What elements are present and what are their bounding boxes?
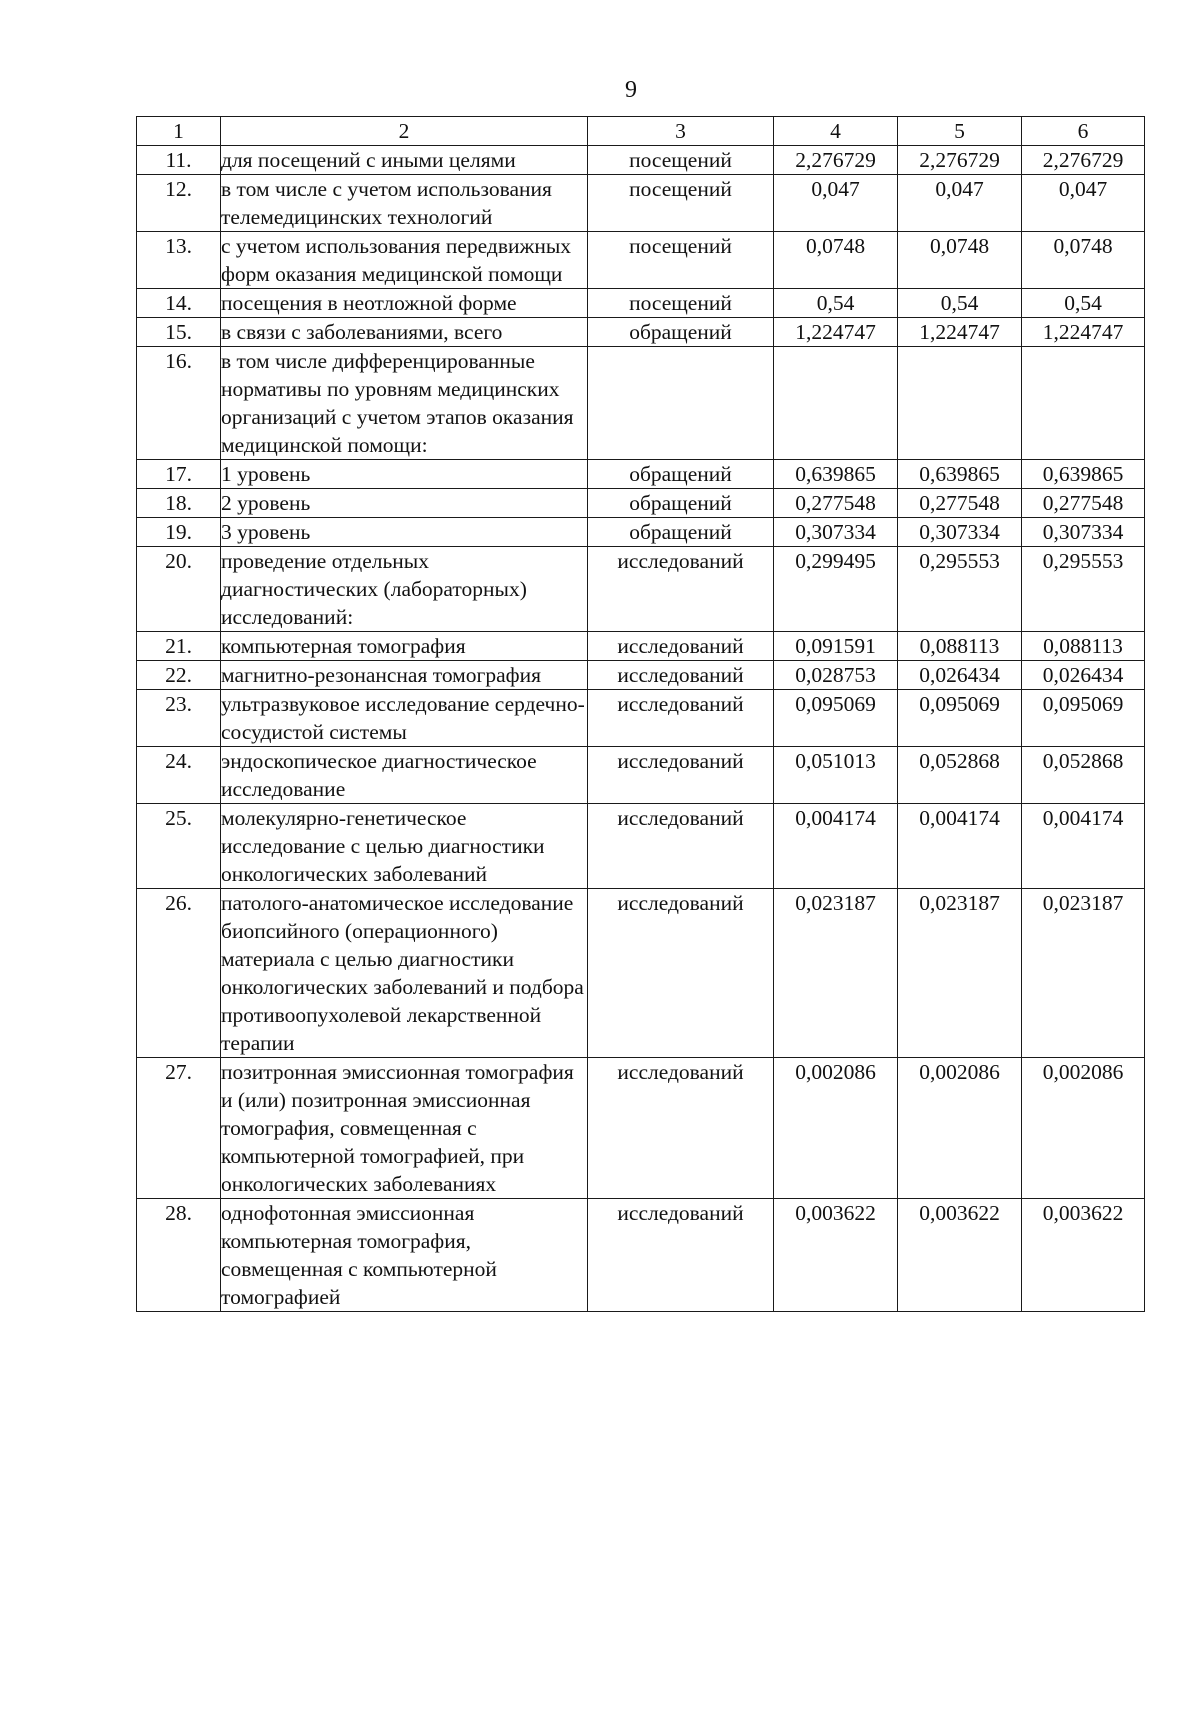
row-value-col5: 0,004174 [898,804,1022,889]
row-value-col4: 0,277548 [774,489,898,518]
row-label: посещения в неотложной форме [221,289,588,318]
column-header-6: 6 [1022,117,1145,146]
row-value-col6: 0,004174 [1022,804,1145,889]
row-unit: обращений [588,489,774,518]
row-value-col4: 0,023187 [774,889,898,1058]
row-value-col5: 0,052868 [898,747,1022,804]
row-value-col6: 0,002086 [1022,1058,1145,1199]
row-value-col6: 0,307334 [1022,518,1145,547]
row-unit: исследований [588,1058,774,1199]
row-unit: исследований [588,632,774,661]
row-value-col6: 0,023187 [1022,889,1145,1058]
row-value-col5: 1,224747 [898,318,1022,347]
row-label: магнитно-резонансная томография [221,661,588,690]
row-value-col5: 0,307334 [898,518,1022,547]
row-unit: исследований [588,1199,774,1312]
row-value-col5: 0,54 [898,289,1022,318]
row-unit: обращений [588,318,774,347]
row-value-col4: 0,002086 [774,1058,898,1199]
table-row [137,747,1145,804]
column-header-2: 2 [221,117,588,146]
row-value-col4: 0,095069 [774,690,898,747]
row-number: 12. [137,175,221,232]
row-value-col6: 0,54 [1022,289,1145,318]
row-value-col4: 0,091591 [774,632,898,661]
table-row [137,1058,1145,1199]
row-value-col4: 0,004174 [774,804,898,889]
row-value-col4: 1,224747 [774,318,898,347]
table-row [137,146,1145,175]
column-header-4: 4 [774,117,898,146]
row-value-col5: 0,088113 [898,632,1022,661]
row-value-col6: 0,047 [1022,175,1145,232]
row-unit: исследований [588,547,774,632]
row-value-col5: 0,047 [898,175,1022,232]
row-value-col6: 0,052868 [1022,747,1145,804]
row-value-col4 [774,347,898,460]
row-number: 17. [137,460,221,489]
row-value-col4: 0,0748 [774,232,898,289]
row-value-col5: 0,026434 [898,661,1022,690]
row-number: 14. [137,289,221,318]
row-label: с учетом использования передвижных форм оказания медицинской помощи [221,232,588,289]
row-value-col4: 0,051013 [774,747,898,804]
table-row [137,347,1145,460]
row-label: в связи с заболеваниями, всего [221,318,588,347]
table-row [137,690,1145,747]
row-label: патолого-анатомическое исследование биопсийного (операционного) материала с целью диагностики онкологических заболеваний и подбора противоопухолевой лекарственной терапии [221,889,588,1058]
row-value-col6: 0,639865 [1022,460,1145,489]
row-label: 2 уровень [221,489,588,518]
row-number: 19. [137,518,221,547]
row-unit: обращений [588,460,774,489]
row-number: 21. [137,632,221,661]
row-unit: обращений [588,518,774,547]
row-value-col5: 0,277548 [898,489,1022,518]
row-unit: посещений [588,146,774,175]
row-number: 13. [137,232,221,289]
row-number: 25. [137,804,221,889]
page-number: 9 [625,77,637,103]
row-number: 23. [137,690,221,747]
row-unit: исследований [588,661,774,690]
row-value-col5 [898,347,1022,460]
table-row [137,804,1145,889]
table-row [137,175,1145,232]
table-row [137,289,1145,318]
table-row [137,460,1145,489]
row-unit: посещений [588,232,774,289]
row-label: 3 уровень [221,518,588,547]
row-value-col6: 0,088113 [1022,632,1145,661]
row-unit: посещений [588,175,774,232]
norms-table [136,116,1145,1312]
row-value-col4: 0,047 [774,175,898,232]
row-value-col6: 2,276729 [1022,146,1145,175]
row-unit: исследований [588,747,774,804]
row-number: 27. [137,1058,221,1199]
row-value-col6: 0,026434 [1022,661,1145,690]
row-value-col5: 0,095069 [898,690,1022,747]
table-row [137,889,1145,1058]
row-value-col6: 0,003622 [1022,1199,1145,1312]
row-unit: исследований [588,804,774,889]
row-label: для посещений с иными целями [221,146,588,175]
row-value-col4: 0,639865 [774,460,898,489]
row-value-col5: 0,002086 [898,1058,1022,1199]
column-header-5: 5 [898,117,1022,146]
row-value-col4: 2,276729 [774,146,898,175]
row-number: 18. [137,489,221,518]
row-value-col6: 1,224747 [1022,318,1145,347]
row-number: 16. [137,347,221,460]
table-row [137,1199,1145,1312]
row-label: однофотонная эмиссионная компьютерная томография, совмещенная с компьютерной томографией [221,1199,588,1312]
row-number: 22. [137,661,221,690]
row-label: проведение отдельных диагностических (лабораторных) исследований: [221,547,588,632]
row-value-col6: 0,277548 [1022,489,1145,518]
row-label: позитронная эмиссионная томография и (или) позитронная эмиссионная томография, совмещенная с компьютерной томографией, при онкологических заболеваниях [221,1058,588,1199]
column-header-1: 1 [137,117,221,146]
table-row [137,489,1145,518]
table-row [137,547,1145,632]
row-value-col4: 0,003622 [774,1199,898,1312]
row-value-col6: 0,0748 [1022,232,1145,289]
row-label: молекулярно-генетическое исследование с целью диагностики онкологических заболеваний [221,804,588,889]
row-value-col6: 0,095069 [1022,690,1145,747]
table-row [137,232,1145,289]
row-label: 1 уровень [221,460,588,489]
row-value-col5: 0,639865 [898,460,1022,489]
row-value-col5: 2,276729 [898,146,1022,175]
row-number: 15. [137,318,221,347]
row-label: в том числе дифференцированные нормативы по уровням медицинских организаций с учетом этапов оказания медицинской помощи: [221,347,588,460]
table-row [137,632,1145,661]
row-number: 20. [137,547,221,632]
row-value-col6: 0,295553 [1022,547,1145,632]
table-row [137,661,1145,690]
row-label: в том числе с учетом использования телемедицинских технологий [221,175,588,232]
row-label: эндоскопическое диагностическое исследование [221,747,588,804]
row-value-col4: 0,54 [774,289,898,318]
row-unit [588,347,774,460]
row-value-col5: 0,295553 [898,547,1022,632]
row-number: 28. [137,1199,221,1312]
column-header-3: 3 [588,117,774,146]
row-value-col4: 0,028753 [774,661,898,690]
row-number: 24. [137,747,221,804]
table-row [137,318,1145,347]
row-value-col5: 0,003622 [898,1199,1022,1312]
row-value-col4: 0,299495 [774,547,898,632]
row-unit: посещений [588,289,774,318]
row-value-col5: 0,0748 [898,232,1022,289]
row-value-col4: 0,307334 [774,518,898,547]
row-number: 11. [137,146,221,175]
row-value-col6 [1022,347,1145,460]
row-number: 26. [137,889,221,1058]
row-label: ультразвуковое исследование сердечно-сосудистой системы [221,690,588,747]
row-unit: исследований [588,690,774,747]
row-label: компьютерная томография [221,632,588,661]
row-value-col5: 0,023187 [898,889,1022,1058]
row-unit: исследований [588,889,774,1058]
table-header-row [137,117,1145,146]
table-row [137,518,1145,547]
